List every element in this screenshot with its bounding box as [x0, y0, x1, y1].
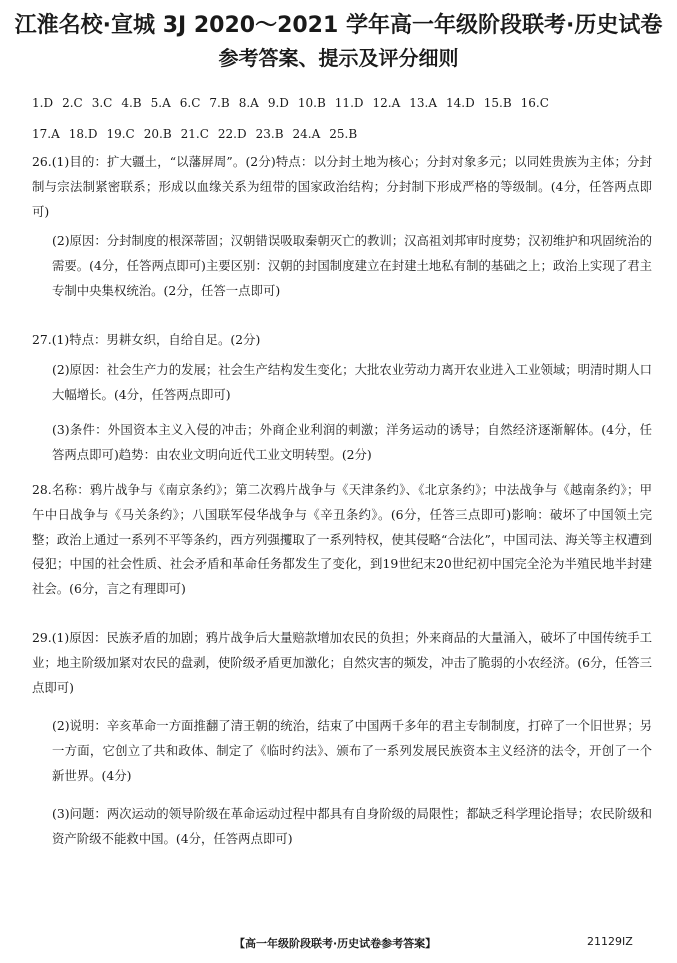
answer-item: 3.C	[91, 96, 113, 110]
page-subtitle: 参考答案、提示及评分细则	[218, 46, 459, 70]
answer-item: 7.B	[209, 96, 230, 110]
answer-item: 25.B	[329, 127, 358, 141]
choice-answers-row-1	[32, 96, 558, 110]
answer-item: 10.B	[297, 96, 326, 110]
answer-item: 6.C	[179, 96, 201, 110]
answer-item: 4.B	[121, 96, 142, 110]
answer-item: 2.C	[62, 96, 83, 110]
footer-code: 21129IZ	[587, 935, 633, 948]
answer-item: 1.D	[32, 96, 54, 110]
answer-item: 22.D	[217, 127, 247, 141]
q27-part2: (2)原因：社会生产力的发展；社会生产结构发生变化；大批农业劳动力离开农业进入工业领域；明清时期人口大幅增长。(4分，任答两点即可)	[52, 362, 652, 402]
answer-item: 16.C	[520, 96, 549, 110]
answer-item: 21.C	[180, 127, 209, 141]
q27-part1: 27.(1)特点：男耕女织，自给自足。(2分)	[32, 332, 261, 347]
answer-item: 18.D	[68, 127, 98, 141]
answer-item: 23.B	[255, 127, 284, 141]
answer-item: 11.D	[334, 96, 364, 110]
answer-item: 9.D	[267, 96, 289, 110]
answer-item: 5.A	[150, 96, 171, 110]
footer-title: 【高一年级阶段联考·历史试卷参考答案】	[234, 937, 437, 950]
answer-item: 12.A	[372, 96, 401, 110]
q27-part3: (3)条件：外国资本主义入侵的冲击；外商企业利润的刺激；洋务运动的诱导；自然经济逐渐解体。(4分，任答两点即可)趋势：由农业文明向近代工业文明转型。(2分)	[52, 422, 652, 462]
q29-part1: 29.(1)原因：民族矛盾的加剧；鸦片战争后大量赔款增加农民的负担；外来商品的大量涌入，破坏了中国传统手工业；地主阶级加紧对农民的盘剥，使阶级矛盾更加激化；自然灾害的频发，冲击了脆弱的小农经济。(6分，任答三点即可)	[32, 630, 652, 695]
q26-part1: 26.(1)目的：扩大疆土，“以藩屏周”。(2分)特点：以分封土地为核心；分封对象多元；以同姓贵族为主体；分封制与宗法制紧密联系；形成以血缘关系为纽带的国家政治结构；分封制下形成严格的等级制。(4分，任答两点即可)	[32, 154, 652, 219]
answer-item: 19.C	[106, 127, 135, 141]
answer-item: 20.B	[143, 127, 172, 141]
answer-item: 13.A	[409, 96, 438, 110]
q26-part2: (2)原因：分封制度的根深蒂固；汉朝错误吸取秦朝灭亡的教训；汉高祖刘邦审时度势；汉初维护和巩固统治的需要。(4分，任答两点即可)主要区别：汉朝的封国制度建立在封建土地私有制的基础之上；政治上实现了君主专制中央集权统治。(2分，任答一点即可)	[52, 233, 652, 298]
answer-item: 8.A	[238, 96, 259, 110]
answer-item: 17.A	[32, 127, 60, 141]
q29-part2: (2)说明：辛亥革命一方面推翻了清王朝的统治，结束了中国两千多年的君主专制制度，打碎了一个旧世界；另一方面，它创立了共和政体、制定了《临时约法》、颁布了一系列发展民族资本主义经济的法令，开创了一个新世界。(4分)	[52, 718, 652, 783]
choice-answers-row-2	[32, 127, 366, 141]
answer-item: 15.B	[483, 96, 512, 110]
q29-part3: (3)问题：两次运动的领导阶级在革命运动过程中都具有自身阶级的局限性；都缺乏科学理论指导；农民阶级和资产阶级不能救中国。(4分，任答两点即可)	[52, 806, 652, 846]
q28-answer: 28.名称：鸦片战争与《南京条约》；第二次鸦片战争与《天津条约》、《北京条约》；中法战争与《越南条约》；甲午中日战争与《马关条约》；八国联军侵华战争与《辛丑条约》。(6分，任答三点即可)影响：破坏了中国领土完整；政治上通过一系列不平等条约，西方列强攫取了一系列特权，使其侵略“合法化”，中国司法、海关等主权遭到侵犯；中国的社会性质、社会矛盾和革命任务都发生了变化，到19世纪末20世纪初中国完全沦为半殖民地半封建社会。(6分，言之有理即可)	[32, 482, 652, 597]
page-title: 江淮名校·宣城 3J 2020～2021 学年高一年级阶段联考·历史试卷	[14, 13, 663, 38]
answer-item: 24.A	[292, 127, 321, 141]
answer-item: 14.D	[446, 96, 475, 110]
